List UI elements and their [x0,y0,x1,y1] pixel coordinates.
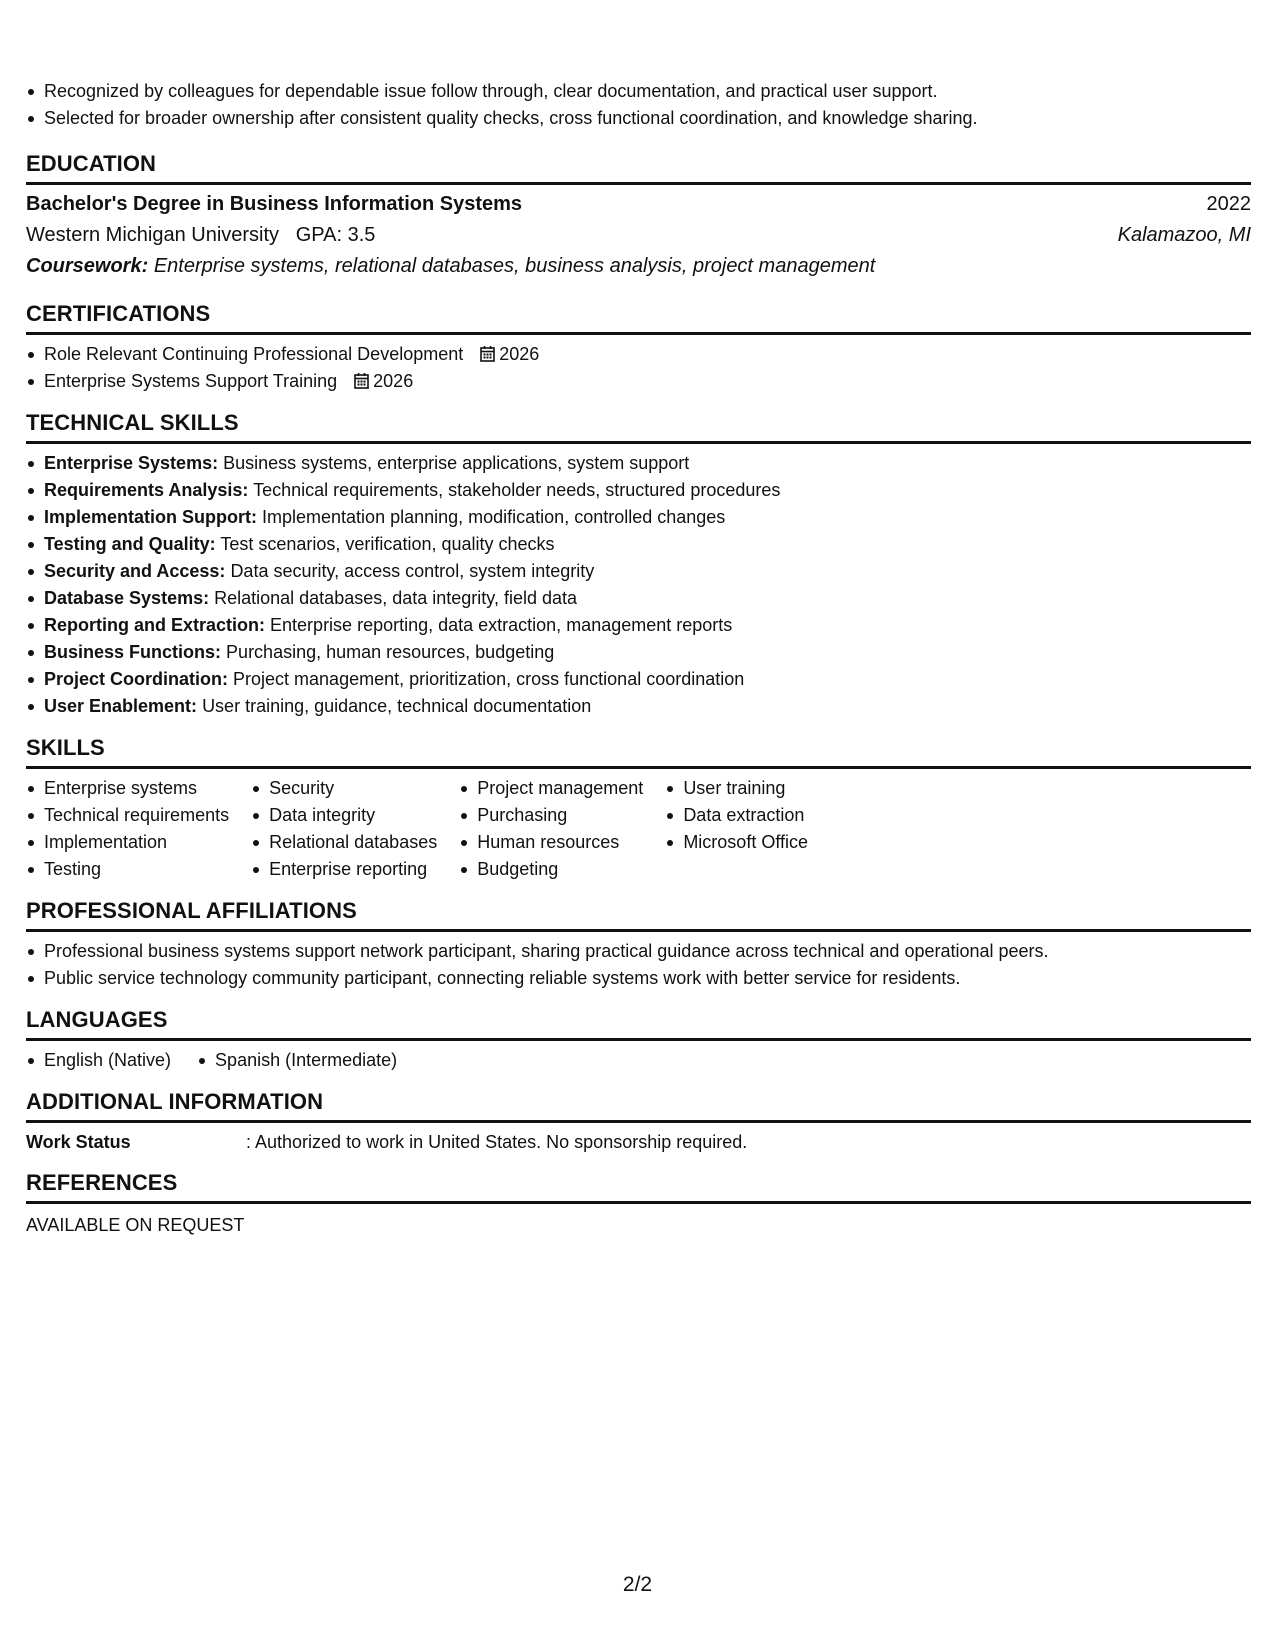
certification-year: 2026 [499,344,540,364]
list-item: Relational databases [269,829,437,856]
affiliations-section [26,897,1251,992]
degree-row [26,189,1251,220]
certification-name: Enterprise Systems Support Training [44,371,338,391]
list-item: Enterprise reporting [269,856,437,883]
list-item: Budgeting [477,856,643,883]
affiliations-list [26,938,1251,992]
languages-list [26,1047,1251,1074]
list-item: User training [683,775,808,802]
resume-page [26,78,1251,1238]
list-item [44,585,1251,612]
skills-grid [26,775,1251,883]
skill-category: Requirements Analysis: [44,480,249,500]
certification-name: Role Relevant Continuing Professional Development [44,344,464,364]
school-name: Western Michigan University [26,224,280,246]
skill-details: Relational databases, data integrity, field data [214,588,578,608]
skill-details: Technical requirements, stakeholder needs, structured procedures [253,480,781,500]
list-item: Purchasing [477,802,643,829]
list-item [44,693,1251,720]
references-text: AVAILABLE ON REQUEST [26,1215,245,1235]
coursework-row [26,251,1251,282]
section-heading-skills: SKILLS [26,734,1251,769]
additional-info-section [26,1088,1251,1155]
certification-year: 2026 [373,371,414,391]
list-item [44,558,1251,585]
list-item: Implementation [44,829,229,856]
list-item [44,504,1251,531]
list-item: Enterprise systems [44,775,229,802]
list-item: Security [269,775,437,802]
skill-details: Implementation planning, modification, controlled changes [262,507,726,527]
technical-skills-list [26,450,1251,720]
graduation-year: 2022 [1206,193,1251,215]
list-item [44,450,1251,477]
skill-category: Testing and Quality: [44,534,216,554]
list-item: Technical requirements [44,802,229,829]
list-item: Human resources [477,829,643,856]
list-item: Testing [44,856,229,883]
skill-category: Project Coordination: [44,669,228,689]
list-item [44,368,1251,395]
page-number: 2/2 [622,1573,653,1596]
list-item: Spanish (Intermediate) [215,1047,397,1074]
section-heading-references: REFERENCES [26,1169,1251,1204]
languages-section [26,1006,1251,1074]
list-item: Data integrity [269,802,437,829]
skills-column [459,775,643,883]
list-item: English (Native) [44,1047,171,1074]
degree-title: Bachelor's Degree in Business Information Systems [26,193,523,215]
list-item: Public service technology community participant, connecting reliable systems work with better service for residents. [44,965,1251,992]
skill-category: Database Systems: [44,588,210,608]
gpa: GPA: 3.5 [295,224,376,246]
section-heading-affiliations: PROFESSIONAL AFFILIATIONS [26,897,1251,932]
skill-details: Test scenarios, verification, quality checks [220,534,555,554]
skill-category: Implementation Support: [44,507,257,527]
calendar-icon [354,372,369,389]
list-item: Recognized by colleagues for dependable issue follow through, clear documentation, and practical user support. [44,78,1251,105]
list-item: Professional business systems support network participant, sharing practical guidance across technical and operational peers. [44,938,1251,965]
skill-category: User Enablement: [44,696,198,716]
skill-details: Data security, access control, system integrity [230,561,595,581]
work-status-label: Work Status [26,1132,131,1152]
skill-details: User training, guidance, technical documentation [202,696,592,716]
skill-category: Enterprise Systems: [44,453,219,473]
experience-bullets [26,78,1251,132]
list-item [44,639,1251,666]
section-heading-technical-skills: TECHNICAL SKILLS [26,409,1251,444]
coursework-label: Coursework: [26,255,149,277]
list-item: Data extraction [683,802,808,829]
coursework-text: Enterprise systems, relational databases, business analysis, project management [153,255,876,277]
section-heading-education: EDUCATION [26,150,1251,185]
skill-category: Reporting and Extraction: [44,615,266,635]
skill-category: Business Functions: [44,642,222,662]
technical-skills-section [26,409,1251,720]
skills-section [26,734,1251,883]
list-item [44,612,1251,639]
list-item [44,477,1251,504]
skills-column [665,775,808,883]
references-section [26,1169,1251,1238]
skill-details: Business systems, enterprise applications, system support [223,453,690,473]
skills-column [251,775,437,883]
skill-details: Purchasing, human resources, budgeting [226,642,555,662]
list-item [44,666,1251,693]
school-location: Kalamazoo, MI [1117,224,1251,246]
section-heading-certifications: CERTIFICATIONS [26,300,1251,335]
certifications-section [26,300,1251,395]
skill-details: Enterprise reporting, data extraction, management reports [270,615,733,635]
list-item [44,341,1251,368]
list-item: Microsoft Office [683,829,808,856]
calendar-icon [480,345,495,362]
list-item [44,531,1251,558]
section-heading-additional-information: ADDITIONAL INFORMATION [26,1088,1251,1123]
skill-category: Security and Access: [44,561,226,581]
section-heading-languages: LANGUAGES [26,1006,1251,1041]
education-section [26,150,1251,282]
list-item: Project management [477,775,643,802]
skills-column [26,775,229,883]
skill-details: Project management, prioritization, cross functional coordination [233,669,745,689]
certifications-list [26,341,1251,395]
school-row [26,220,1251,251]
list-item: Selected for broader ownership after consistent quality checks, cross functional coordination, and knowledge sharing. [44,105,1251,132]
work-status-value: : Authorized to work in United States. No sponsorship required. [246,1132,748,1152]
work-status-row [26,1129,1251,1155]
